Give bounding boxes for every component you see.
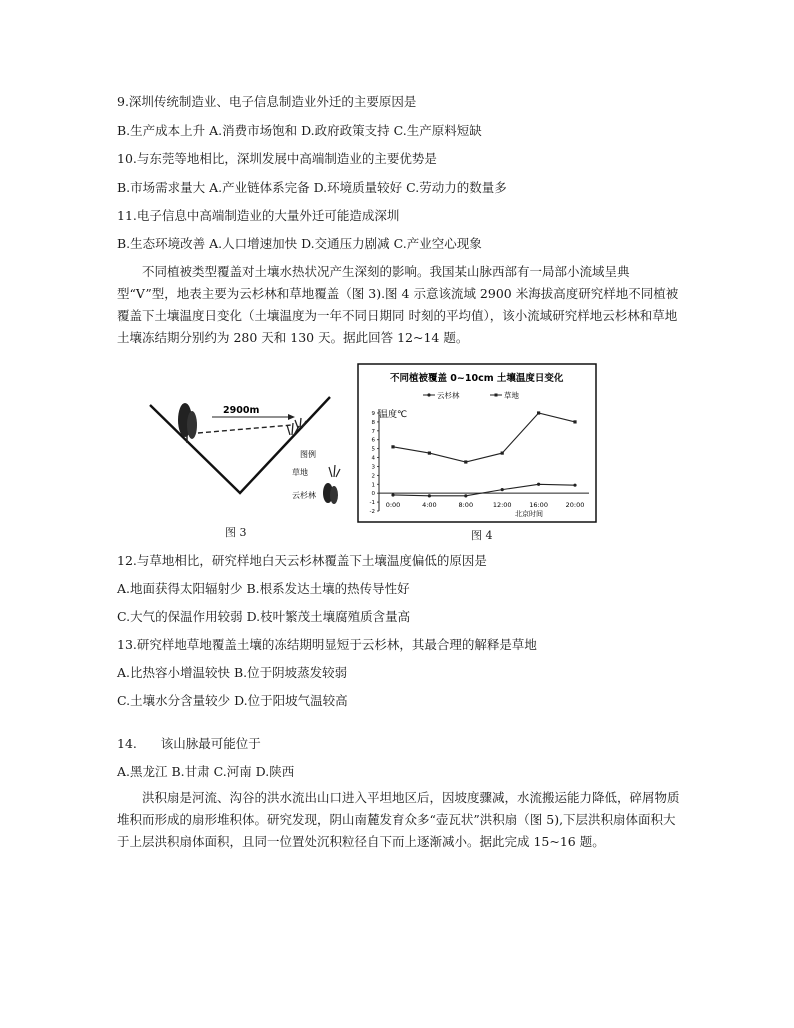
grass-point <box>428 451 431 454</box>
y-tick-label: -1 <box>369 500 375 507</box>
passage-12-14: 不同植被类型覆盖对土壤水热状况产生深刻的影响。我国某山脉西部有一局部小流域呈典型“V”型，地表主要为云杉林和草地覆盖（图 3).图 4 示意该流域 2900 米海拔高度研究样地不同植被覆盖下土壤温度日变化（土壤温度为一年不同日期同 时刻的平均值），该小流域研究样地云杉林和草地土壤冻结期分别约为 280 天和 130 天。据此回答 12~14 题。 <box>117 264 679 345</box>
y-tick-label: 8 <box>371 419 375 426</box>
grass-point <box>501 451 504 454</box>
figure-3 <box>140 385 360 545</box>
spruce-point <box>464 494 467 497</box>
grass-point <box>573 420 576 423</box>
q10-stem: 10.与东莞等地相比，深圳发展中高端制造业的主要优势是 <box>117 151 437 166</box>
figure-4 <box>357 363 597 523</box>
q9-stem: 9.深圳传统制造业、电子信息制造业外迁的主要原因是 <box>117 94 417 109</box>
y-tick-label: 0 <box>371 491 375 498</box>
figure-4-caption: 图 4 <box>471 529 493 542</box>
legend-grass-marker <box>495 394 498 397</box>
x-tick-label: 16:00 <box>529 501 548 510</box>
figure-3-caption: 图 3 <box>225 526 247 539</box>
y-tick-label: 2 <box>371 473 375 480</box>
q10-options: B.市场需求量大 A.产业链体系完备 D.环境质量较好 C.劳动力的数量多 <box>117 180 507 195</box>
x-tick-label: 12:00 <box>492 501 512 510</box>
valley-diagram <box>140 385 360 545</box>
spruce-point <box>537 483 540 486</box>
q14-stem: 14. 该山脉最可能位于 <box>117 736 261 751</box>
y-tick-label: 3 <box>371 464 375 471</box>
legend-spruce-label: 云杉林 <box>292 491 316 500</box>
y-tick-label: -2 <box>369 509 375 515</box>
q9-options: B.生产成本上升 A.消费市场饱和 D.政府政策支持 C.生产原料短缺 <box>117 123 482 138</box>
legend-grass-icon <box>329 465 340 477</box>
spruce-point <box>573 484 576 487</box>
y-tick-label: 4 <box>371 455 375 462</box>
x-axis-label: 北京时间 <box>515 510 543 518</box>
legend-series-2: 草地 <box>504 391 519 400</box>
y-tick-label: 6 <box>371 437 375 444</box>
q12-stem: 12.与草地相比，研究样地白天云杉林覆盖下土壤温度偏低的原因是 <box>117 553 487 568</box>
spruce-point <box>428 494 431 497</box>
grass-point <box>537 411 540 414</box>
y-tick-label: 5 <box>371 446 375 453</box>
q13-options-2: C.土壤水分含量较少 D.位于阳坡气温较高 <box>117 693 348 708</box>
spruce-tree-icon <box>178 403 197 443</box>
spruce-point <box>501 488 504 491</box>
grass-point <box>391 445 394 448</box>
y-tick-label: 9 <box>371 411 375 417</box>
soil-temp-chart <box>357 363 597 523</box>
grass-point <box>464 460 467 463</box>
elevation-label: 2900m <box>223 405 260 416</box>
x-tick-label: 20:00 <box>565 501 585 510</box>
legend-spruce-marker <box>427 393 430 396</box>
q13-stem: 13.研究样地草地覆盖土壤的冻结期明显短于云杉林，其最合理的解释是草地 <box>117 637 537 652</box>
spruce-point <box>391 493 394 496</box>
legend-title: 图例 <box>300 450 316 459</box>
q12-options-1: A.地面获得太阳辐射少 B.根系发达土壤的热传导性好 <box>117 581 410 596</box>
legend-spruce-icon <box>323 483 338 504</box>
y-tick-label: 7 <box>371 428 375 435</box>
q11-stem: 11.电子信息中高端制造业的大量外迁可能造成深圳 <box>117 208 400 223</box>
q11-options: B.生态环境改善 A.人口增速加快 D.交通压力剧减 C.产业空心现象 <box>117 236 482 251</box>
chart-title: 不同植被覆盖 0~10cm 土壤温度日变化 <box>390 373 564 384</box>
legend-grass-label: 草地 <box>292 468 308 477</box>
x-tick-label: 0:00 <box>385 501 401 510</box>
y-axis-label: 温度℃ <box>379 410 408 420</box>
x-tick-label: 8:00 <box>458 501 474 510</box>
q12-options-2: C.大气的保温作用较弱 D.枝叶繁茂土壤腐殖质含量高 <box>117 609 411 624</box>
passage-15-16: 洪积扇是河流、沟谷的洪水流出山口进入平坦地区后，因坡度骤减，水流搬运能力降低，碎屑物质堆积而形成的扇形堆积体。研究发现，阴山南麓发育众多“壶瓦状”洪积扇（图 5),下层洪积扇体面积大于上层洪积扇体面积，且同一位置处沉积粒径自下而上逐渐减小。据此完成 15~16 题。 <box>117 790 680 849</box>
legend-series-1: 云杉林 <box>437 391 460 400</box>
q13-options-1: A.比热容小增温较快 B.位于阴坡蒸发较弱 <box>117 665 348 680</box>
y-tick-label: 1 <box>371 482 375 489</box>
x-tick-label: 4:00 <box>422 501 437 510</box>
q14-options: A.黑龙江 B.甘肃 C.河南 D.陕西 <box>117 764 295 779</box>
